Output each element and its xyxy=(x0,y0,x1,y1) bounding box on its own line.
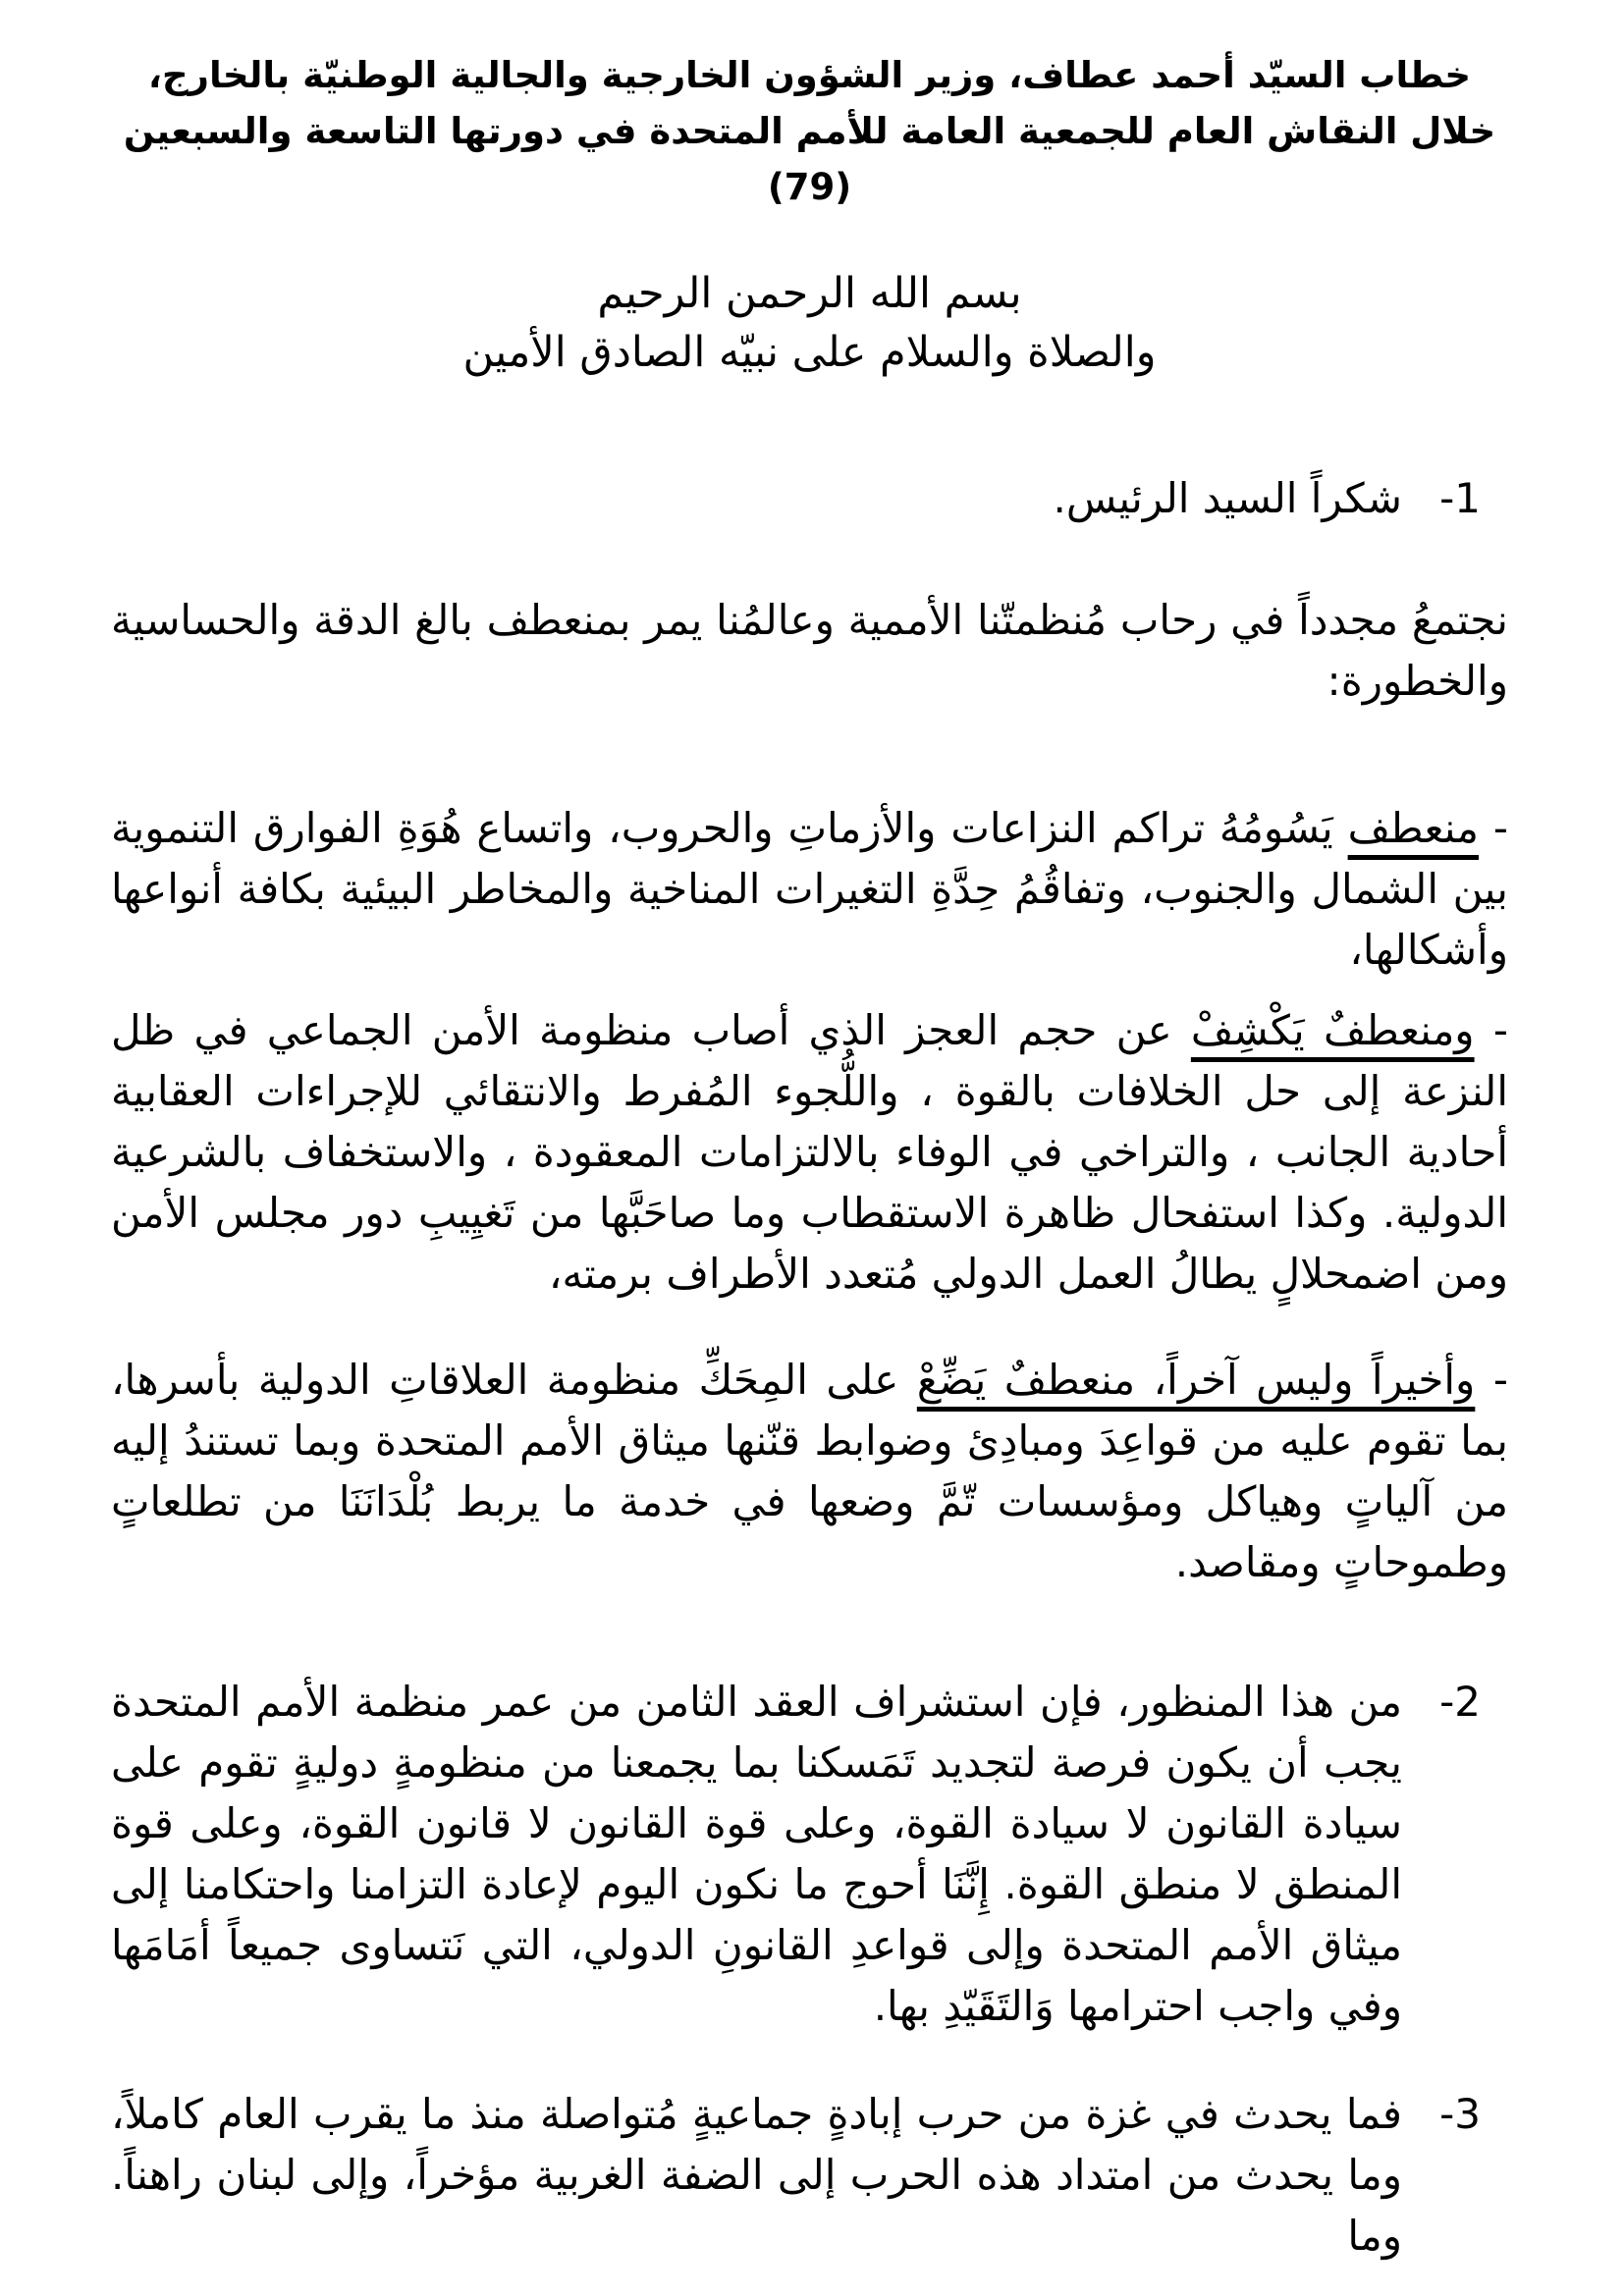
numbered-item-3-marker: 3- xyxy=(1439,2090,1481,2138)
numbered-item-1 xyxy=(111,468,1508,529)
numbered-item-2-marker: 2- xyxy=(1439,1678,1481,1726)
bullet-3-underlined-lead: وأخيراً وليس آخراً، منعطفٌ يَضِّعْ xyxy=(916,1356,1476,1404)
bullet-2-underlined-lead: ومنعطفٌ يَكْشِفْ xyxy=(1190,1006,1475,1054)
bullet-paragraph-3 xyxy=(111,1350,1508,1593)
title-line-1: خطاب السيّد أحمد عطاف، وزير الشؤون الخارجية والجالية الوطنيّة بالخارج، xyxy=(147,54,1472,96)
basmala-block xyxy=(111,264,1508,382)
bullet-1-body-text: يَسُومُهُ تراكم النزاعات والأزماتِ والحروب، واتساع هُوَةِ الفوارق التنموية بين الشمال والجنوب، وتفاقُمُ حِدَّةِ التغيرات المناخية والمخاطر البيئية بكافة أنواعها وأشكالها، xyxy=(111,804,1508,974)
bullet-2-body-text: عن حجم العجز الذي أصاب منظومة الأمن الجماعي في ظل النزعة إلى حل الخلافات بالقوة ، واللُّجوء المُفرط والانتقائي للإجراءات العقابية أحادية الجانب ، والتراخي في الوفاء بالالتزامات المعقودة ، والاستخفاف بالشرعية الدولية. وكذا استفحال ظاهرة الاستقطاب وما صاحَبَّها من تَغيِيبِ دور مجلس الأمن ومن اضمحلالٍ يطالُ العمل الدولي مُتعدد الأطراف برمته، xyxy=(111,1006,1508,1298)
numbered-item-1-text: شكراً السيد الرئيس. xyxy=(1053,474,1402,522)
numbered-item-2 xyxy=(111,1672,1508,2037)
bullet-1-dash: - xyxy=(1478,804,1508,852)
bullet-3-body-text: على المِحَكِّ منظومة العلاقاتِ الدولية بأسرها، بما تقوم عليه من قواعِدَ ومبادِئ وضوابط قنّنها ميثاق الأمم المتحدة وبما تستندُ إليه من آلياتٍ وهياكل ومؤسسات تّمَّ وضعها في خدمة ما يربط بُلْدَانَنَا من تطلعاتٍ وطموحاتٍ ومقاصد. xyxy=(111,1356,1508,1586)
bullet-paragraph-1 xyxy=(111,798,1508,981)
bullet-3-dash: - xyxy=(1475,1356,1508,1404)
intro-paragraph: نجتمعُ مجدداً في رحاب مُنظمتّنا الأممية وعالمُنا يمر بمنعطف بالغ الدقة والحساسية والخطورة: xyxy=(111,596,1508,705)
numbered-item-1-marker: 1- xyxy=(1439,474,1481,522)
basmala-line-1: بسم الله الرحمن الرحيم xyxy=(597,269,1022,318)
bullet-1-underlined-lead: منعطف xyxy=(1347,804,1479,852)
title-line-2: خلال النقاش العام للجمعية العامة للأمم المتحدة في دورتها التاسعة والسبعين (79) xyxy=(123,110,1496,208)
bullet-paragraph-2 xyxy=(111,1000,1508,1305)
doc-title xyxy=(111,47,1508,215)
numbered-item-2-text: من هذا المنظور، فإن استشراف العقد الثامن من عمر منظمة الأمم المتحدة يجب أن يكون فرصة لتجديد تَمَسكنا بما يجمعنا من منظومةٍ دوليةٍ تقوم على سيادة القانون لا سيادة القوة، وعلى قوة القانون لا قانون القوة، وعلى قوة المنطق لا منطق القوة. إِنَّنَا أحوج ما نكون اليوم لإعادة التزامنا واحتكامنا إلى ميثاق الأمم المتحدة وإلى قواعدِ القانونِ الدولي، التي نَتساوى جميعاً أمَامَها وفي واجب احترامها وَالتَقَيّدِ بها. xyxy=(111,1678,1402,2030)
numbered-item-3-text: فما يحدث في غزة من حرب إبادةٍ جماعيةٍ مُتواصلة منذ ما يقرب العام كاملاً، وما يحدث من امتداد هذه الحرب إلى الضفة الغربية مؤخراً، وإلى لبنان راهناً. وما xyxy=(111,2090,1402,2260)
bullet-2-dash: - xyxy=(1474,1006,1508,1054)
basmala-line-2: والصلاة والسلام على نبيّه الصادق الأمين xyxy=(462,328,1157,377)
numbered-item-3 xyxy=(111,2084,1508,2267)
